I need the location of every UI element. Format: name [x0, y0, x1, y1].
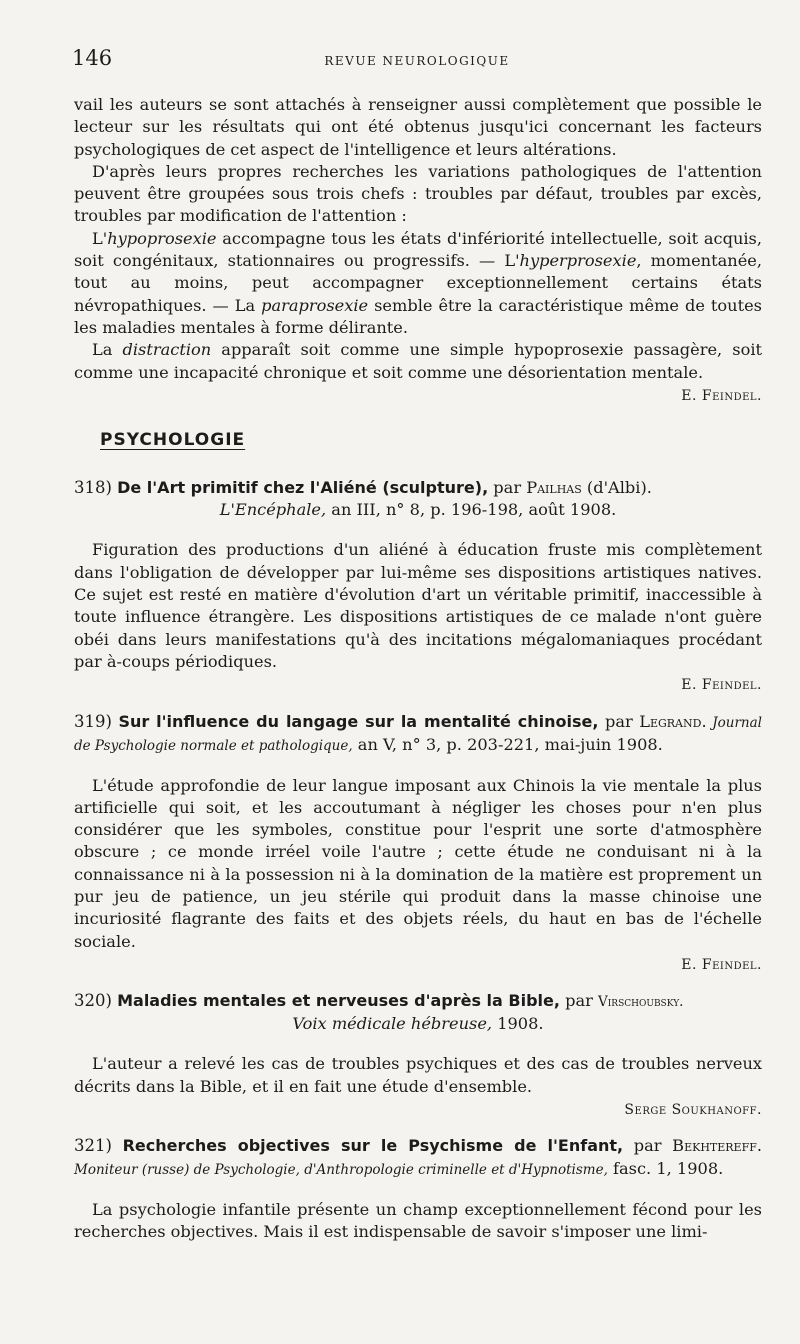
- entry-318: [74, 477, 762, 696]
- entry-319: [74, 711, 762, 977]
- source-details: fasc. 1, 1908.: [607, 1159, 724, 1179]
- source-details: an V, n° 3, p. 203-221, mai-juin 1908.: [352, 734, 663, 754]
- intro-paragraph: vail les auteurs se sont attachés à renseigner aussi complètement que possible le lecteur sur les résultats qui ont été obtenus jusqu'ici concernant les facteurs psychologiques de cet aspect de l'intelligence et leurs altérations.: [74, 95, 762, 159]
- entry-title: De l'Art primitif chez l'Aliéné (sculpture),: [117, 478, 489, 498]
- text-run: accompagne tous les états d'infériorité intellectuelle, soit acquis, soit congénitaux, stationnaires ou progressifs. — L': [74, 228, 762, 271]
- source-details: an III, n° 8, p. 196-198, août 1908.: [326, 500, 617, 520]
- text-run: L': [92, 228, 108, 248]
- italic-term: hypoprosexie: [107, 228, 217, 248]
- entry-text: L'auteur a relevé les cas de troubles psychiques et des cas de troubles nerveux décrits dans la Bible, et il en fait une étude d'ensemble.: [74, 1054, 762, 1096]
- entry-source: [74, 1013, 762, 1035]
- page-number: 146: [72, 46, 113, 70]
- entry-author: Bekhtereff.: [672, 1136, 762, 1156]
- text-run: La: [92, 340, 123, 360]
- signature: E. Feindel.: [681, 956, 762, 973]
- signature: E. Feindel.: [681, 387, 762, 404]
- text-run: par: [598, 711, 640, 731]
- entry-title: Maladies mentales et nerveuses d'après la Bible,: [117, 991, 560, 1011]
- entry-title: Sur l'influence du langage sur la mentalité chinoise,: [118, 711, 599, 731]
- text-run: semble être la caractéristique même de toutes les maladies mentales à forme délirante.: [74, 295, 762, 337]
- signature: Serge Soukhanoff.: [624, 1101, 762, 1118]
- entry-heading: [74, 1135, 762, 1181]
- page-header: [72, 46, 762, 76]
- intro-paragraph: D'après leurs propres recherches les variations pathologiques de l'attention peuvent être groupées sous trois chefs : troubles par défaut, troubles par excès, troubles par modification de l'attention :: [74, 161, 762, 226]
- entry-author: Legrand.: [639, 711, 707, 731]
- entry-source: [74, 499, 762, 521]
- source-details: 1908.: [492, 1014, 544, 1034]
- text-run: apparaît soit comme une simple hypoprosexie passagère, soit comme une incapacité chronique et soit comme une désorientation mentale.: [74, 340, 763, 382]
- italic-term: hyperprosexie: [519, 251, 637, 271]
- entry-heading: [74, 711, 762, 757]
- text-run: , momentanée, tout au moins, peut accompagner exceptionnellement certains états névropathiques. — La: [74, 251, 762, 315]
- page-body: [74, 94, 762, 1244]
- entry-text: Figuration des productions d'un aliéné à éducation fruste mis complètement dans l'obligation de développer par lui-même ses dispositions artistiques natives. Ce sujet est resté en matière d'évolution d'art un véritable primitif, inaccessible à toute influence étrangère. Les dispositions artistiques de ce malade n'ont guère obéi dans leurs manifestations qu'à des incitations mégalomaniaques procédant par à-coups périodiques.: [74, 540, 762, 671]
- entry-author: Virschoubsky.: [598, 994, 684, 1011]
- source-title: Voix médicale hébreuse,: [292, 1014, 493, 1034]
- entry-number: 319): [74, 711, 112, 731]
- signature: E. Feindel.: [681, 677, 762, 694]
- source-title: L'Encéphale,: [219, 500, 327, 520]
- running-title: REVUE NEUROLOGIQUE: [324, 54, 510, 68]
- intro-paragraph: [74, 228, 762, 339]
- italic-term: paraprosexie: [261, 295, 369, 315]
- source-title: Journal de Psychologie normale et pathologique,: [74, 714, 762, 754]
- entry-number: 320): [74, 991, 112, 1011]
- text-run: par: [559, 991, 598, 1011]
- intro-paragraph: [74, 339, 762, 384]
- entry-heading: [74, 990, 762, 1035]
- source-title: Moniteur (russe) de Psychologie, d'Anthropologie criminelle et d'Hypnotisme,: [74, 1162, 608, 1179]
- entry-title: Recherches objectives sur le Psychisme de l'Enfant,: [122, 1136, 624, 1156]
- section-title: PSYCHOLOGIE: [100, 430, 246, 451]
- text-run: par: [623, 1136, 673, 1156]
- entry-number: 318): [74, 478, 112, 498]
- entry-author: Pailhas: [526, 478, 582, 498]
- entry-heading: [74, 477, 762, 521]
- text-run: par: [488, 478, 527, 498]
- entry-321: [74, 1135, 762, 1244]
- entry-text: L'étude approfondie de leur langue imposant aux Chinois la vie mentale la plus artificielle qui soit, et les accoutumant à négliger les choses pour n'en plus considérer que les symboles, constitue pour l'esprit une sorte d'atmosphère obscure ; ce monde irréel voile l'autre ; cette étude ne conduisant ni à la connaissance ni à la possession ni à la domination de la matière est proprement un pur jeu de patience, un jeu stérile qui produit dans la masse chinoise une incuriosité flagrante des faits et des objets réels, du haut en bas de l'échelle sociale.: [74, 775, 762, 951]
- entry-320: [74, 990, 762, 1121]
- italic-term: distraction: [122, 340, 212, 360]
- text-run: (d'Albi).: [581, 478, 652, 498]
- entry-number: 321): [74, 1136, 112, 1156]
- entry-text: La psychologie infantile présente un champ exceptionnellement fécond pour les recherches objectives. Mais il est indispensable de savoir s'imposer une limi-: [74, 1200, 762, 1242]
